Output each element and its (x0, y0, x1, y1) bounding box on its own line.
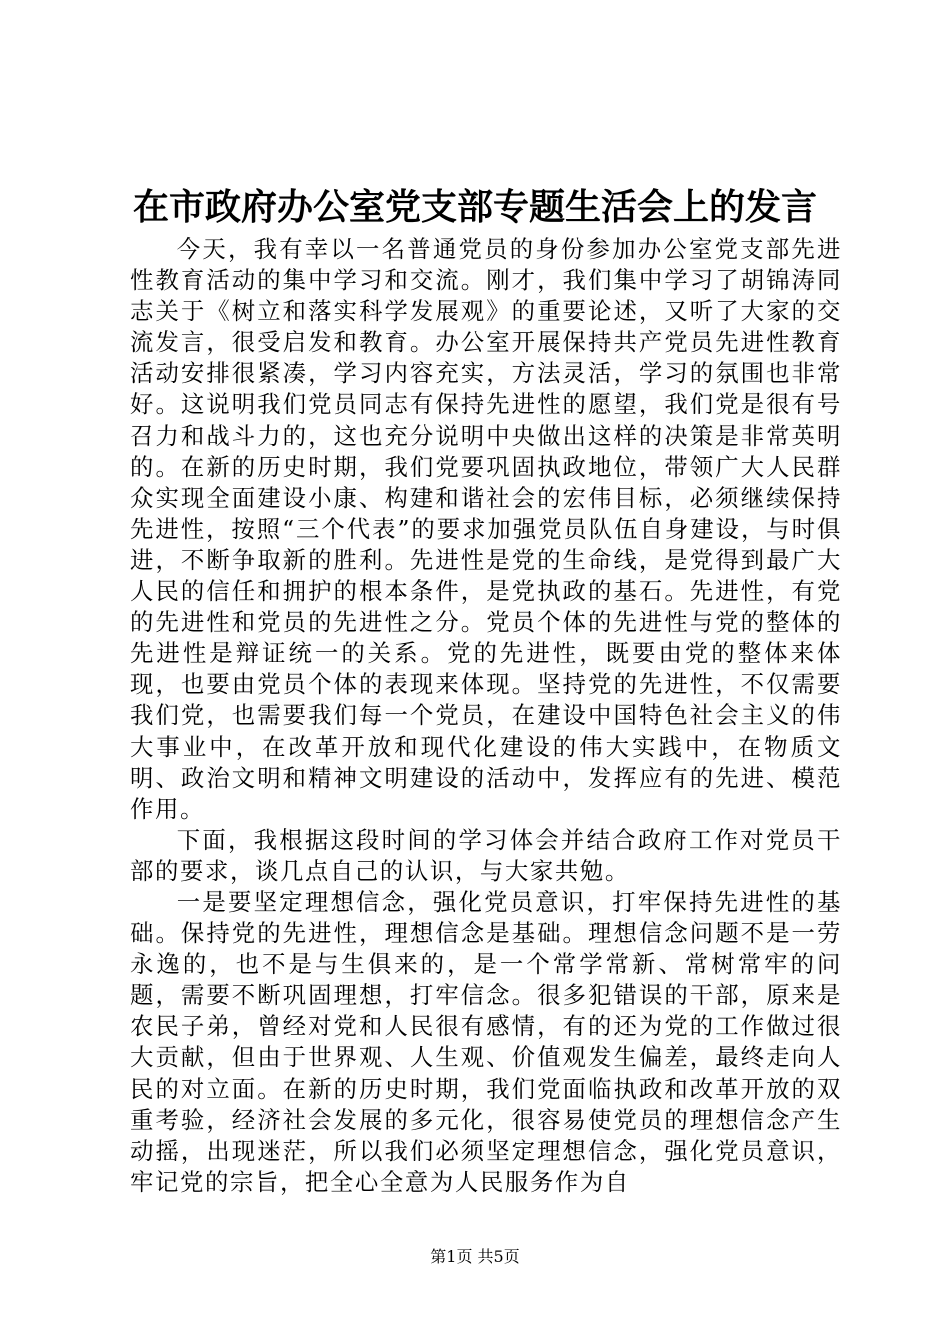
paragraph-point-one: 一是要坚定理想信念，强化党员意识，打牢保持先进性的基础。保持党的先进性，理想信念是基础。理想信念问题不是一劳永逸的，也不是与生俱来的，是一个常学常新、常树常牢的问题，需要不断巩固理想，打牢信念。很多犯错误的干部，原来是农民子弟，曾经对党和人民很有感情，有的还为党的工作做过很大贡献，但由于世界观、人生观、价值观发生偏差，最终走向人民的对立面。在新的历史时期，我们党面临执政和改革开放的双重考验，经济社会发展的多元化，很容易使党员的理想信念产生动摇，出现迷茫，所以我们必须坚定理想信念，强化党员意识，牢记党的宗旨，把全心全意为人民服务作为自 (130, 887, 842, 1196)
paragraph-transition: 下面，我根据这段时间的学习体会并结合政府工作对党员干部的要求，谈几点自己的认识，与大家共勉。 (130, 825, 842, 885)
paragraph-intro: 今天，我有幸以一名普通党员的身份参加办公室党支部先进性教育活动的集中学习和交流。刚才，我们集中学习了胡锦涛同志关于《树立和落实科学发展观》的重要论述，又听了大家的交流发言，很受启发和教育。办公室开展保持共产党员先进性教育活动安排很紧凑，学习内容充实，方法灵活，学习的氛围也非常好。这说明我们党员同志有保持先进性的愿望，我们党是很有号召力和战斗力的，这也充分说明中央做出这样的决策是非常英明的。在新的历史时期，我们党要巩固执政地位，带领广大人民群众实现全面建设小康、构建和谐社会的宏伟目标，必须继续保持先进性，按照“三个代表”的要求加强党员队伍自身建设，与时俱进，不断争取新的胜利。先进性是党的生命线，是党得到最广大人民的信任和拥护的根本条件，是党执政的基石。先进性，有党的先进性和党员的先进性之分。党员个体的先进性与党的整体的先进性是辩证统一的关系。党的先进性，既要由党的整体来体现，也要由党员个体的表现来体现。坚持党的先进性，不仅需要我们党，也需要我们每一个党员，在建设中国特色社会主义的伟大事业中，在改革开放和现代化建设的伟大实践中，在物质文明、政治文明和精神文明建设的活动中，发挥应有的先进、模范作用。 (130, 235, 842, 823)
document-title: 在市政府办公室党支部专题生活会上的发言 (132, 186, 817, 228)
document-body (130, 234, 842, 1198)
page-footer: 第1页 共5页 (430, 1247, 520, 1266)
